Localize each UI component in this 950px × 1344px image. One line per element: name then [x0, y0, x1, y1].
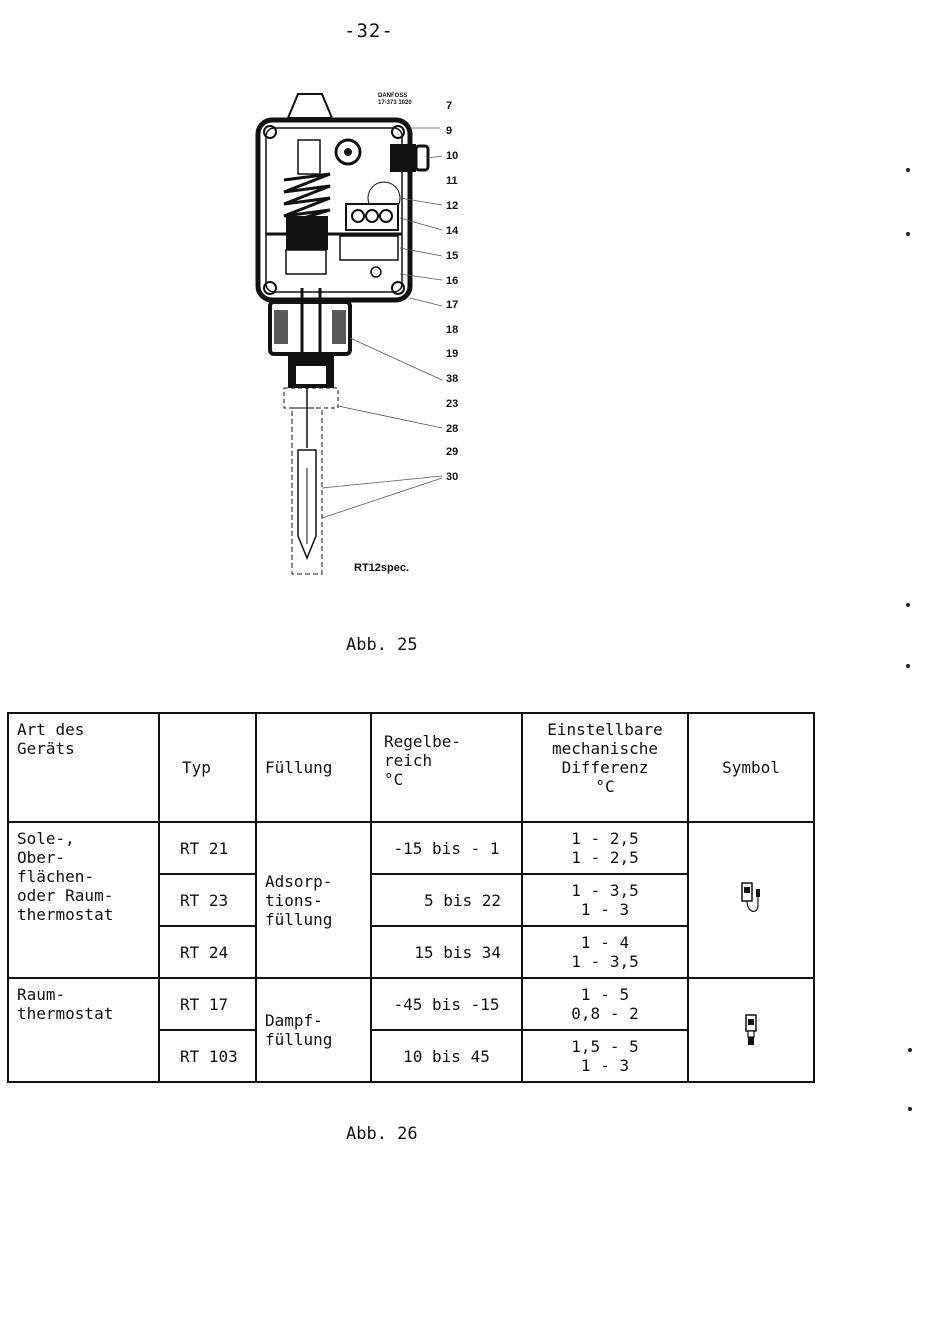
thermostat-spec-table — [7, 712, 815, 1083]
cell-typ: RT 21 — [159, 822, 256, 874]
brand-label — [378, 93, 412, 107]
scan-speck — [908, 1107, 912, 1111]
cell-bereich: 10 bis 45 — [371, 1030, 522, 1082]
header-differenz: Einstellbare mechanische Differenz °C — [522, 713, 688, 822]
cell-bereich: 15 bis 34 — [371, 926, 522, 978]
cell-typ: RT 23 — [159, 874, 256, 926]
part-label: 19 — [446, 348, 459, 360]
table-header-row — [8, 713, 814, 822]
cell-bereich: -15 bis - 1 — [371, 822, 522, 874]
table-row — [8, 822, 814, 874]
cell-differenz: 1 - 4 1 - 3,5 — [522, 926, 688, 978]
cell-symbol — [688, 822, 814, 978]
scan-speck — [906, 168, 910, 172]
part-label: 29 — [446, 446, 459, 458]
header-typ: Typ — [159, 713, 256, 822]
room-thermostat-icon — [743, 1011, 759, 1049]
scan-speck — [906, 232, 910, 236]
cell-typ: RT 103 — [159, 1030, 256, 1082]
brand-code: 17-373 1020 — [378, 100, 412, 106]
model-label: RT12spec. — [354, 562, 410, 574]
scan-speck — [908, 1048, 912, 1052]
cell-differenz: 1 - 2,5 1 - 2,5 — [522, 822, 688, 874]
cell-typ: RT 17 — [159, 978, 256, 1030]
part-label: 16 — [446, 275, 459, 287]
thermostat-figure — [250, 88, 480, 588]
part-label: 38 — [446, 373, 459, 385]
header-regelbereich: Regelbe- reich °C — [371, 713, 522, 822]
part-label: 28 — [446, 423, 459, 435]
header-fuellung: Füllung — [256, 713, 371, 822]
remote-bulb-thermostat-icon — [738, 879, 764, 921]
part-label: 15 — [446, 250, 459, 262]
figure-caption: Abb. 26 — [346, 1124, 418, 1144]
part-label: 23 — [446, 398, 459, 410]
figure-caption: Abb. 25 — [346, 635, 418, 655]
cell-symbol — [688, 978, 814, 1082]
cell-art: Sole-, Ober- flächen- oder Raum- thermostat — [8, 822, 159, 978]
part-label: 30 — [446, 471, 459, 483]
cell-bereich: 5 bis 22 — [371, 874, 522, 926]
part-label: 10 — [446, 150, 459, 162]
cell-fuellung: Dampf- füllung — [256, 978, 371, 1082]
part-label: 7 — [446, 100, 453, 112]
cell-art: Raum- thermostat — [8, 978, 159, 1082]
part-label: 17 — [446, 299, 459, 311]
part-label: 14 — [446, 225, 459, 237]
part-label: 11 — [446, 175, 458, 187]
part-label: 9 — [446, 125, 453, 137]
cell-typ: RT 24 — [159, 926, 256, 978]
page-number: -32- — [344, 20, 394, 42]
header-art: Art des Geräts — [8, 713, 159, 822]
brand-name: DANFOSS — [378, 93, 408, 99]
cell-differenz: 1,5 - 5 1 - 3 — [522, 1030, 688, 1082]
thermostat-drawing — [250, 88, 480, 588]
scan-speck — [906, 603, 910, 607]
cell-differenz: 1 - 3,5 1 - 3 — [522, 874, 688, 926]
table-row — [8, 978, 814, 1030]
cell-fuellung: Adsorp- tions- füllung — [256, 822, 371, 978]
header-symbol: Symbol — [688, 713, 814, 822]
scan-speck — [906, 664, 910, 668]
cell-bereich: -45 bis -15 — [371, 978, 522, 1030]
cell-differenz: 1 - 5 0,8 - 2 — [522, 978, 688, 1030]
part-label: 12 — [446, 200, 459, 212]
part-label: 18 — [446, 324, 459, 336]
